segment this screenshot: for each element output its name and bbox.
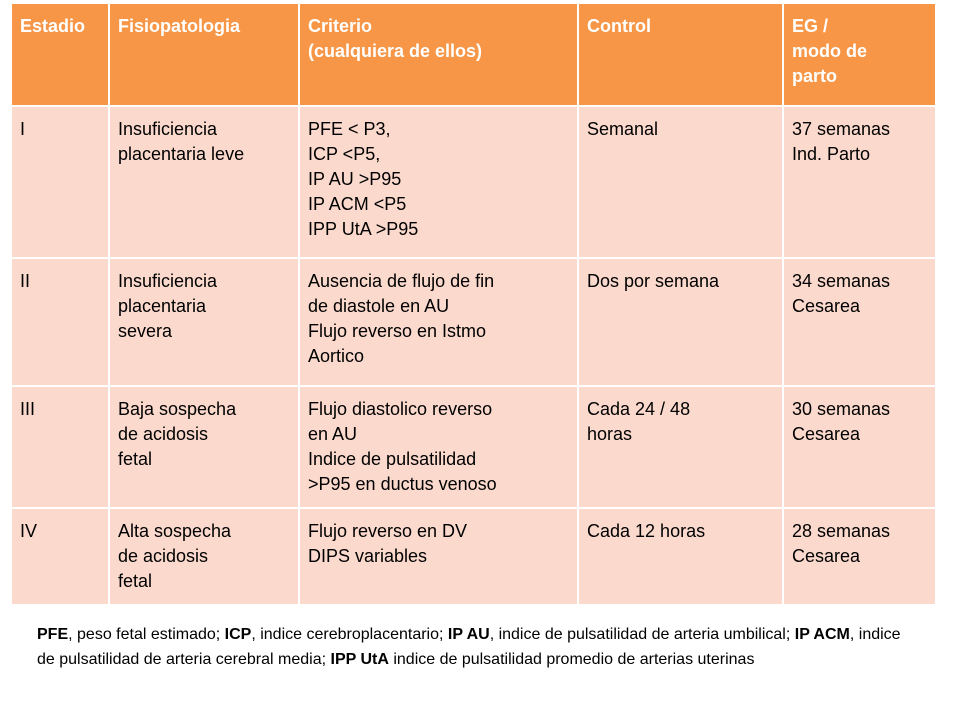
cell-criterio: Flujo diastolico reverso en AU Indice de pulsatilidad >P95 en ductus venoso (299, 386, 578, 508)
cell-eg-modo-parto: 30 semanas Cesarea (783, 386, 936, 508)
header-eg-modo-parto: EG / modo de parto (783, 4, 936, 106)
header-control: Control (578, 4, 783, 106)
table-row (12, 106, 936, 258)
footnote-text-icp: , indice cerebroplacentario; (251, 626, 448, 643)
footnote-text-ipp-uta: indice de pulsatilidad promedio de arterias uterinas (388, 651, 755, 668)
footnote-term-pfe: PFE (37, 626, 69, 643)
header-estadio: Estadio (12, 4, 109, 106)
cell-fisiopatologia: Insuficiencia placentaria severa (109, 258, 299, 386)
cell-criterio: PFE < P3, ICP <P5, IP AU >P95 IP ACM <P5 IPP UtA >P95 (299, 106, 578, 258)
cell-eg-modo-parto: 34 semanas Cesarea (783, 258, 936, 386)
table-row (12, 258, 936, 386)
cell-control: Cada 24 / 48 horas (578, 386, 783, 508)
footnote-text-pfe: , peso fetal estimado; (68, 626, 225, 643)
cell-estadio: IV (12, 508, 109, 605)
footnote-term-ip-au: IP AU (447, 626, 490, 643)
cell-fisiopatologia: Insuficiencia placentaria leve (109, 106, 299, 258)
cell-eg-modo-parto: 37 semanas Ind. Parto (783, 106, 936, 258)
cell-fisiopatologia: Baja sospecha de acidosis fetal (109, 386, 299, 508)
cell-criterio: Flujo reverso en DV DIPS variables (299, 508, 578, 605)
footnote-term-ipp-uta: IPP UtA (330, 651, 389, 668)
cell-estadio: I (12, 106, 109, 258)
cell-fisiopatologia: Alta sospecha de acidosis fetal (109, 508, 299, 605)
footnote-text-ip-acm: , indice de pulsatilidad de arteria cerebral media; (37, 626, 901, 668)
footnote-term-icp: ICP (224, 626, 252, 643)
cell-criterio: Ausencia de flujo de fin de diastole en AU Flujo reverso en Istmo Aortico (299, 258, 578, 386)
footnote-term-ip-acm: IP ACM (794, 626, 850, 643)
header-fisiopatologia: Fisiopatologia (109, 4, 299, 106)
cell-estadio: II (12, 258, 109, 386)
cell-eg-modo-parto: 28 semanas Cesarea (783, 508, 936, 605)
cell-control: Dos por semana (578, 258, 783, 386)
cell-control: Cada 12 horas (578, 508, 783, 605)
footnote-text-ip-au: , indice de pulsatilidad de arteria umbilical; (489, 626, 795, 643)
staging-table (12, 4, 937, 606)
cell-estadio: III (12, 386, 109, 508)
table-header-row (12, 4, 936, 106)
table-row (12, 386, 936, 508)
header-criterio: Criterio (cualquiera de ellos) (299, 4, 578, 106)
abbreviations-footnote (37, 622, 917, 672)
table-row (12, 508, 936, 605)
cell-control: Semanal (578, 106, 783, 258)
